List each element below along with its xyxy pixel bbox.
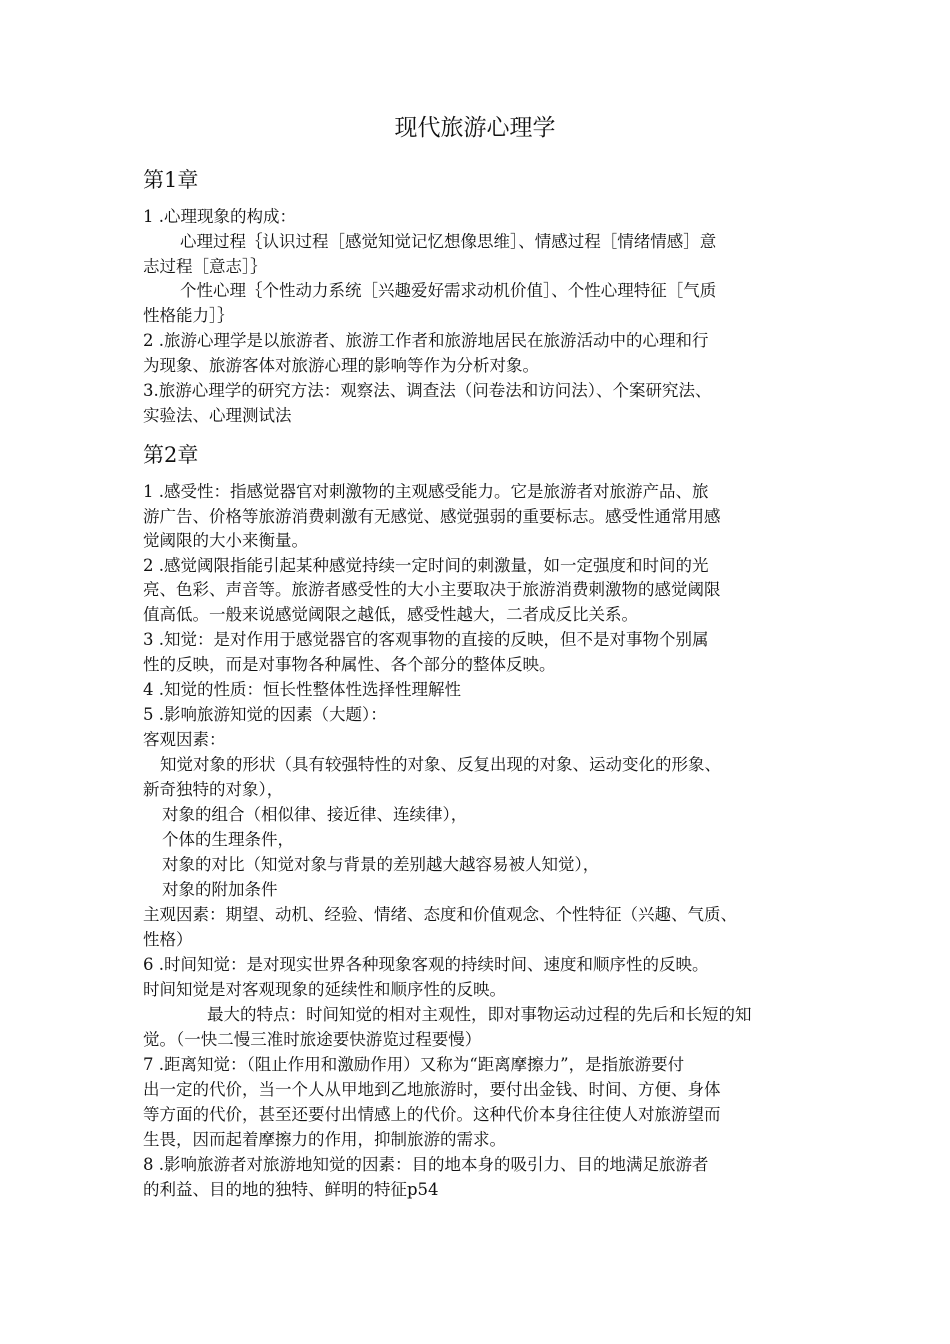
paragraph-line: 值高低。一般来说感觉阈限之越低，感受性越大，二者成反比关系。	[143, 605, 638, 624]
paragraph-line: 志过程［意志］｝	[143, 257, 267, 276]
paragraph-line: 客观因素：	[143, 730, 226, 749]
paragraph-line: 出一定的代价，当一个人从甲地到乙地旅游时，要付出金钱、时间、方便、身体	[143, 1080, 721, 1099]
paragraph-line: 觉阈限的大小来衡量。	[143, 531, 308, 550]
paragraph-line: 1 .感受性：指感觉器官对刺激物的主观感受能力。它是旅游者对旅游产品、旅	[143, 482, 709, 501]
paragraph-line: 游广告、价格等旅游消费刺激有无感觉、感觉强弱的重要标志。感受性通常用感	[143, 507, 721, 526]
paragraph-line: 生畏，因而起着摩擦力的作用，抑制旅游的需求。	[143, 1130, 506, 1149]
paragraph-line: 时间知觉是对客观现象的延续性和顺序性的反映。	[143, 980, 506, 999]
document-title: 现代旅游心理学	[394, 115, 556, 141]
paragraph-line: 对象的组合（相似律、接近律、连续律），	[162, 805, 468, 824]
paragraph-line: 个性心理｛个性动力系统［兴趣爱好需求动机价值］、个性心理特征［气质	[180, 281, 717, 300]
paragraph-line: 新奇独特的对象），	[143, 780, 284, 799]
paragraph-line: 3 .知觉：是对作用于感觉器官的客观事物的直接的反映，但不是对事物个别属	[143, 630, 709, 649]
paragraph-line: 心理过程｛认识过程［感觉知觉记忆想像思维］、情感过程［情绪情感］意	[180, 232, 717, 251]
paragraph-line: 对象的附加条件	[162, 880, 278, 899]
paragraph-line: 6 .时间知觉：是对现实世界各种现象客观的持续时间、速度和顺序性的反映。	[143, 955, 709, 974]
paragraph-line: 7 .距离知觉：（阻止作用和激励作用）又称为“距离摩擦力”，是指旅游要付	[143, 1055, 685, 1074]
paragraph-line: 为现象、旅游客体对旅游心理的影响等作为分析对象。	[143, 356, 539, 375]
paragraph-line: 个体的生理条件，	[162, 830, 294, 849]
paragraph-line: 等方面的代价，甚至还要付出情感上的代价。这种代价本身往往使人对旅游望而	[143, 1105, 721, 1124]
paragraph-line: 性格）	[143, 930, 193, 949]
paragraph-line: 8 .影响旅游者对旅游地知觉的因素：目的地本身的吸引力、目的地满足旅游者	[143, 1155, 709, 1174]
paragraph-line: 最大的特点：时间知觉的相对主观性，即对事物运动过程的先后和长短的知	[207, 1005, 752, 1024]
paragraph-line: 主观因素：期望、动机、经验、情绪、态度和价值观念、个性特征（兴趣、气质、	[143, 905, 737, 924]
paragraph-line: 的利益、目的地的独特、鲜明的特征p54	[143, 1180, 439, 1199]
paragraph-line: 1 .心理现象的构成：	[143, 207, 296, 226]
chapter-heading: 第2章	[143, 443, 199, 467]
paragraph-line: 觉。（一快二慢三准时旅途要快游览过程要慢）	[143, 1030, 482, 1049]
paragraph-line: 4 .知觉的性质：恒长性整体性选择性理解性	[143, 680, 461, 699]
paragraph-line: 对象的对比（知觉对象与背景的差别越大越容易被人知觉），	[162, 855, 600, 874]
paragraph-line: 亮、色彩、声音等。旅游者感受性的大小主要取决于旅游消费刺激物的感觉阈限	[143, 580, 721, 599]
paragraph-line: 3.旅游心理学的研究方法：观察法、调查法（问卷法和访问法）、个案研究法、	[143, 381, 712, 400]
paragraph-line: 性的反映，而是对事物各种属性、各个部分的整体反映。	[143, 655, 556, 674]
paragraph-line: 5 .影响旅游知觉的因素（大题）：	[143, 705, 387, 724]
chapter-heading: 第1章	[143, 168, 199, 192]
paragraph-line: 2 .旅游心理学是以旅游者、旅游工作者和旅游地居民在旅游活动中的心理和行	[143, 331, 709, 350]
paragraph-line: 2 .感觉阈限指能引起某种感觉持续一定时间的刺激量，如一定强度和时间的光	[143, 556, 709, 575]
paragraph-line: 知觉对象的形状（具有较强特性的对象、反复出现的对象、运动变化的形象、	[160, 755, 721, 774]
paragraph-line: 实验法、心理测试法	[143, 406, 292, 425]
paragraph-line: 性格能力］｝	[143, 306, 234, 325]
